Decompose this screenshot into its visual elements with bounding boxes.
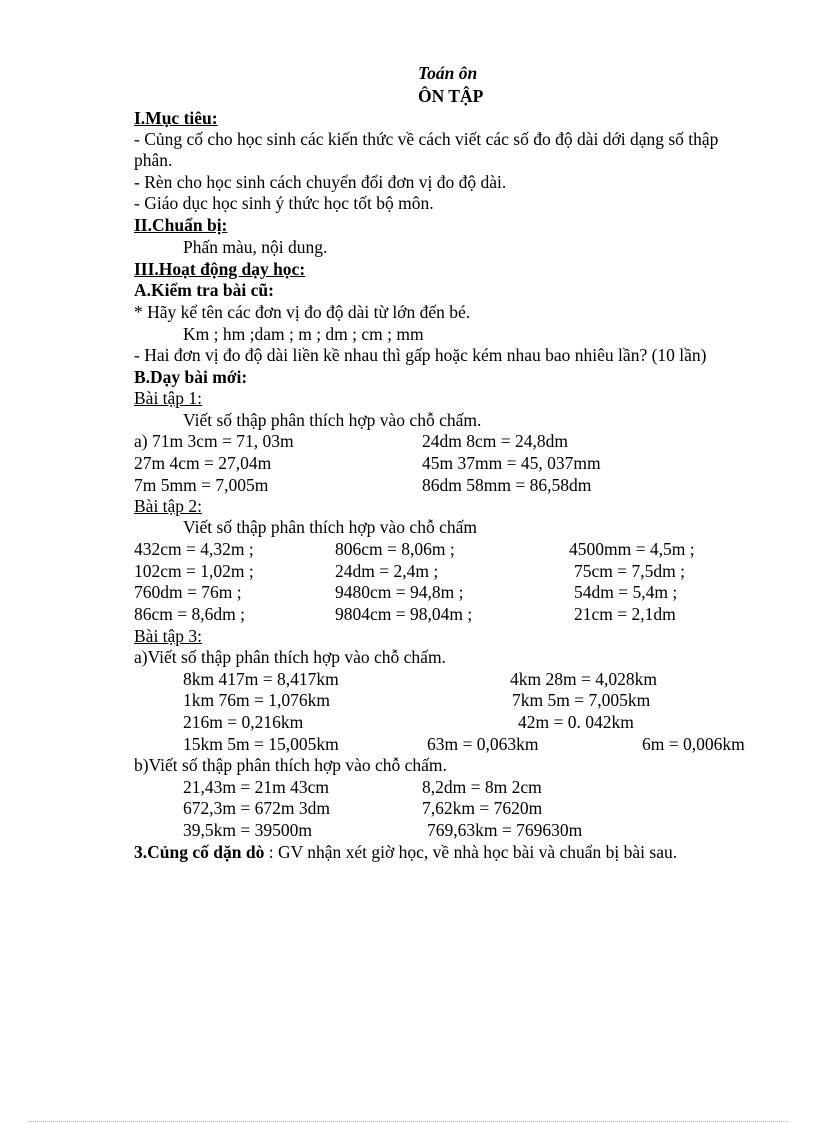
exercise-1-item: 24dm 8cm = 24,8dm: [422, 431, 568, 451]
exercise-2-instruction: Viết số thập phân thích hợp vào chỗ chấm: [183, 517, 477, 537]
exercise-3-item: 63m = 0,063km: [427, 734, 539, 754]
exercise-3-item: 42m = 0. 042km: [518, 712, 634, 732]
part-a-heading: A.Kiểm tra bài cũ:: [134, 280, 274, 300]
exercise-1-item: 45m 37mm = 45, 037mm: [422, 453, 601, 473]
exercise-2-item: 54dm = 5,4m ;: [574, 582, 678, 602]
exercise-2-item: 21cm = 2,1dm: [574, 604, 676, 624]
exercise-3-item: 21,43m = 21m 43cm: [183, 777, 329, 797]
exercise-3-item: 7,62km = 7620m: [422, 798, 543, 818]
exercise-1-item: a) 71m 3cm = 71, 03m: [134, 431, 294, 451]
exercise-2-item: 9480cm = 94,8m ;: [335, 582, 464, 602]
exercise-1-instruction: Viết số thập phân thích hợp vào chỗ chấm.: [183, 410, 482, 430]
objective-line: - Giáo dục học sinh ý thức học tốt bộ môn.: [134, 193, 434, 213]
exercise-2-item: 86cm = 8,6dm ;: [134, 604, 245, 624]
exercise-3-item: 672,3m = 672m 3dm: [183, 798, 330, 818]
part-a-line: * Hãy kể tên các đơn vị đo độ dài từ lớn đến bé.: [134, 302, 471, 322]
exercise-2-item: 806cm = 8,06m ;: [335, 539, 455, 559]
exercise-1-label: Bài tập 1:: [134, 388, 203, 408]
exercise-3-item: 6m = 0,006km: [642, 734, 745, 754]
objective-line: - Củng cố cho học sinh các kiến thức về cách viết các số đo độ dài dới dạng số thập: [134, 129, 719, 149]
part-a-line: Km ; hm ;dam ; m ; dm ; cm ; mm: [183, 324, 424, 344]
exercise-2-item: 75cm = 7,5dm ;: [574, 561, 685, 581]
exercise-3-part-a: a)Viết số thập phân thích hợp vào chỗ chấm.: [134, 647, 446, 667]
objective-line: - Rèn cho học sinh cách chuyển đổi đơn vị đo độ dài.: [134, 172, 507, 192]
doc-subtitle: ÔN TẬP: [418, 86, 484, 106]
part-a-line: - Hai đơn vị đo độ dài liền kề nhau thì gấp hoặc kém nhau bao nhiêu lần? (10 lần): [134, 345, 707, 365]
closing-label: 3.Củng cố dặn dò: [134, 842, 265, 862]
exercise-3-item: 4km 28m = 4,028km: [510, 669, 657, 689]
exercise-3-item: 15km 5m = 15,005km: [183, 734, 339, 754]
exercise-2-item: 432cm = 4,32m ;: [134, 539, 254, 559]
section-objectives-heading: I.Mục tiêu:: [134, 108, 218, 128]
exercise-3-item: 39,5km = 39500m: [183, 820, 312, 840]
exercise-2-item: 24dm = 2,4m ;: [335, 561, 439, 581]
exercise-2-item: 4500mm = 4,5m ;: [569, 539, 695, 559]
closing-text: : GV nhận xét giờ học, về nhà học bài và chuẩn bị bài sau.: [264, 842, 678, 862]
part-b-heading: B.Dạy bài mới:: [134, 367, 248, 387]
exercise-1-item: 7m 5mm = 7,005m: [134, 475, 269, 495]
exercise-1-item: 86dm 58mm = 86,58dm: [422, 475, 592, 495]
section-activities-heading: III.Hoạt động dạy học:: [134, 259, 306, 279]
exercise-1-item: 27m 4cm = 27,04m: [134, 453, 272, 473]
exercise-3-item: 216m = 0,216km: [183, 712, 304, 732]
doc-title: Toán ôn: [418, 63, 478, 83]
exercise-3-item: 8km 417m = 8,417km: [183, 669, 339, 689]
exercise-3-item: 769,63km = 769630m: [427, 820, 583, 840]
exercise-3-label: Bài tập 3:: [134, 626, 203, 646]
exercise-3-part-b: b)Viết số thập phân thích hợp vào chỗ chấm.: [134, 755, 447, 775]
section-preparation-heading: II.Chuẩn bị:: [134, 215, 228, 235]
page-bottom-rule: [28, 1121, 788, 1122]
preparation-line: Phấn màu, nội dung.: [183, 237, 328, 257]
objective-line: phân.: [134, 150, 173, 170]
exercise-3-item: 7km 5m = 7,005km: [512, 690, 651, 710]
exercise-2-item: 760dm = 76m ;: [134, 582, 242, 602]
exercise-2-label: Bài tập 2:: [134, 496, 203, 516]
exercise-2-item: 102cm = 1,02m ;: [134, 561, 254, 581]
closing-line: [134, 842, 677, 863]
exercise-2-item: 9804cm = 98,04m ;: [335, 604, 473, 624]
exercise-3-item: 8,2dm = 8m 2cm: [422, 777, 542, 797]
exercise-3-item: 1km 76m = 1,076km: [183, 690, 330, 710]
